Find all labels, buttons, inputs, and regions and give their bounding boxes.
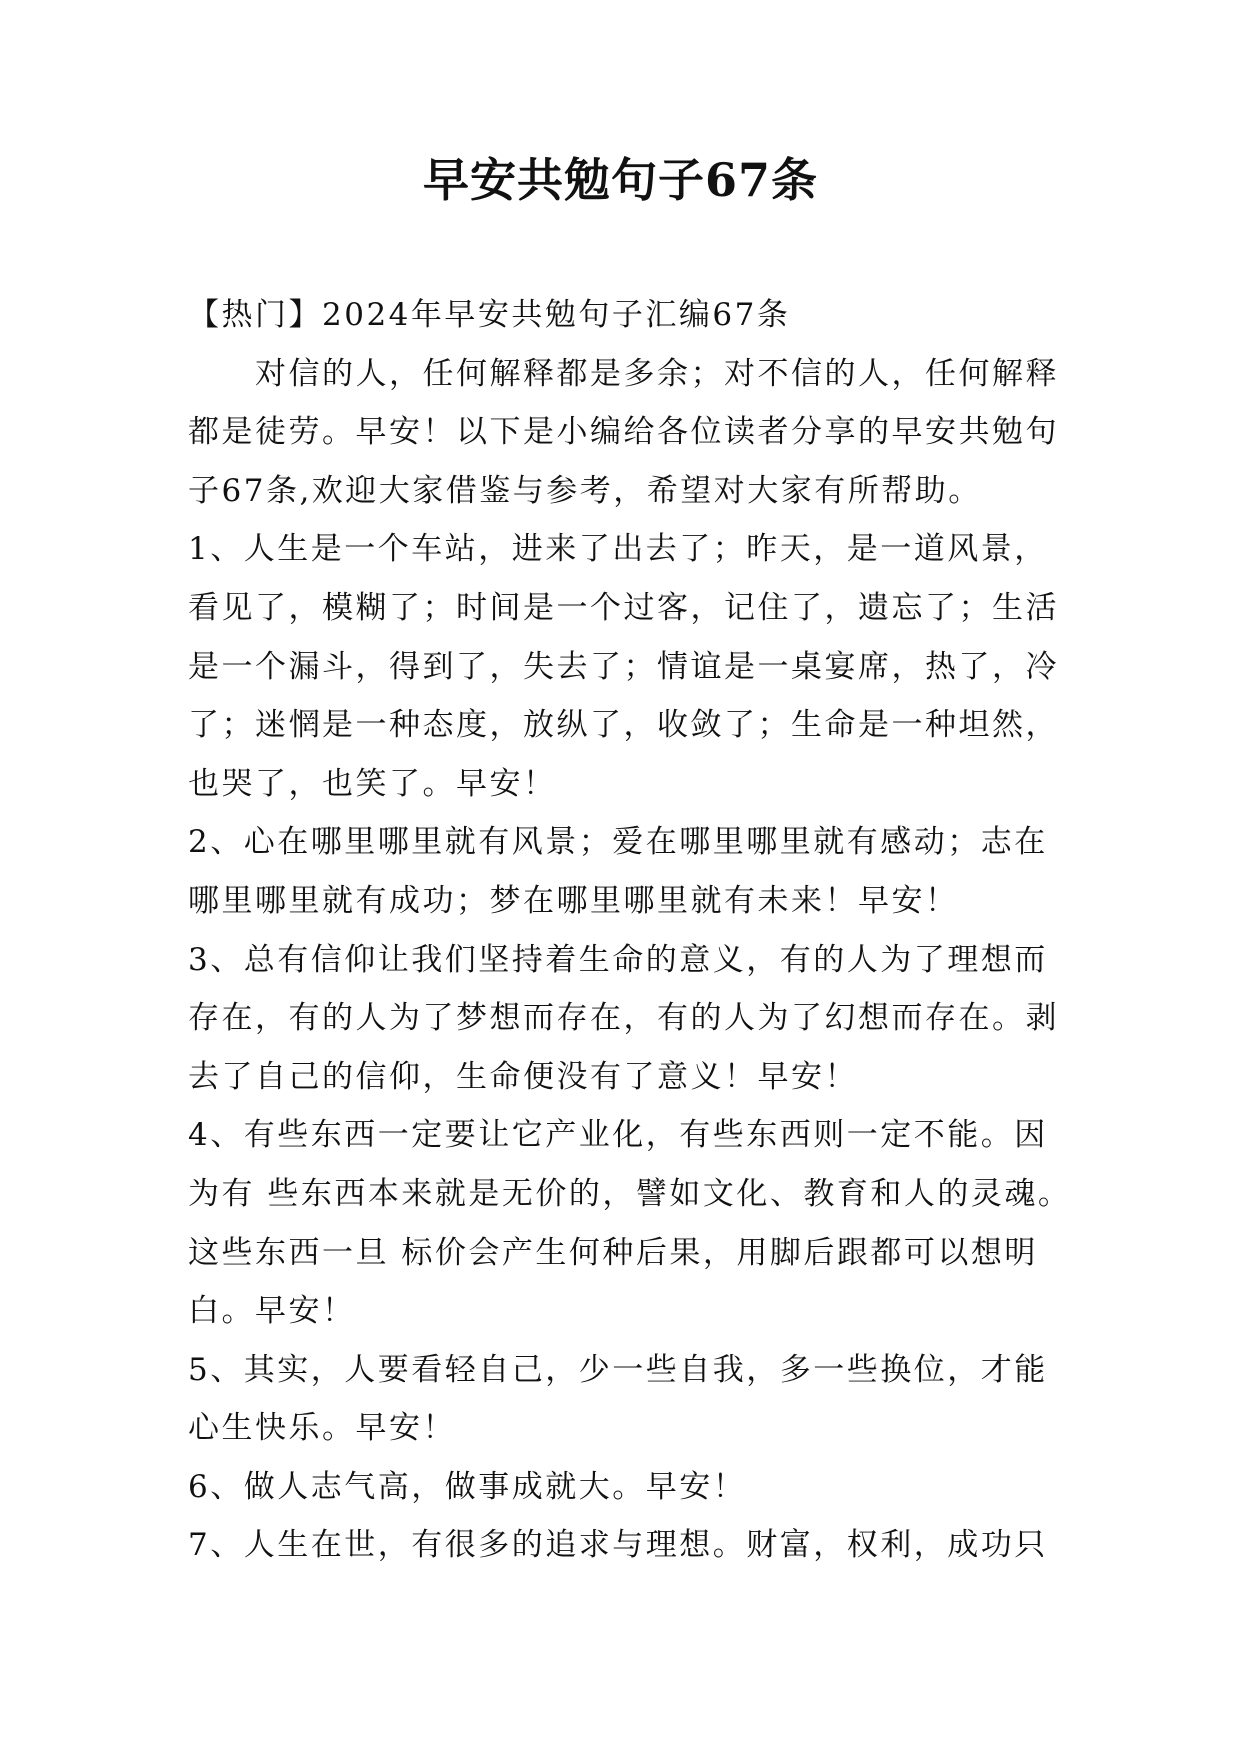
text-line: 白。早安！ — [188, 1293, 356, 1330]
text-line: 【热门】2024年早安共勉句子汇编67条 — [188, 297, 791, 333]
text-line: 是一个漏斗，得到了，失去了；情谊是一桌宴席，热了，冷 — [188, 648, 1059, 685]
text-line: 心生快乐。早安！ — [188, 1410, 456, 1447]
text-line: 哪里哪里就有成功；梦在哪里哪里就有未来！早安！ — [188, 882, 959, 919]
text-line: 也哭了，也笑了。早安！ — [188, 765, 557, 802]
text-line: 3、总有信仰让我们坚持着生命的意义，有的人为了理想而 — [188, 941, 1048, 978]
text-line: 存在，有的人为了梦想而存在，有的人为了幻想而存在。剥 — [188, 1000, 1059, 1037]
document-body — [188, 286, 1072, 1575]
text-line: 7、人生在世，有很多的追求与理想。财富，权利，成功只 — [188, 1527, 1048, 1564]
text-line: 这些东西一旦 标价会产生何种后果，用脚后跟都可以想明 — [188, 1234, 1038, 1271]
document-title: 早安共勉句子67条 — [422, 153, 818, 207]
text-line: 4、有些东西一定要让它产业化，有些东西则一定不能。因 — [188, 1117, 1048, 1154]
text-line: 为有 些东西本来就是无价的，譬如文化、教育和人的灵魂。 — [188, 1175, 1072, 1212]
text-line: 对信的人，任何解释都是多余；对不信的人，任何解释 — [188, 355, 1059, 392]
text-line: 2、心在哪里哪里就有风景；爱在哪里哪里就有感动；志在 — [188, 824, 1048, 861]
text-line: 看见了，模糊了；时间是一个过客，记住了，遗忘了；生活 — [188, 589, 1059, 626]
text-line: 去了自己的信仰，生命便没有了意义！早安！ — [188, 1058, 858, 1095]
text-line: 1、人生是一个车站，进来了出去了；昨天，是一道风景， — [188, 531, 1048, 568]
text-line: 5、其实，人要看轻自己，少一些自我，多一些换位，才能 — [188, 1351, 1048, 1388]
text-line: 6、做人志气高，做事成就大。早安！ — [188, 1468, 747, 1505]
text-line: 子67条,欢迎大家借鉴与参考，希望对大家有所帮助。 — [188, 472, 982, 509]
text-line: 都是徒劳。早安！以下是小编给各位读者分享的早安共勉句 — [188, 414, 1059, 451]
text-line: 了；迷惘是一种态度，放纵了，收敛了；生命是一种坦然， — [188, 707, 1059, 744]
